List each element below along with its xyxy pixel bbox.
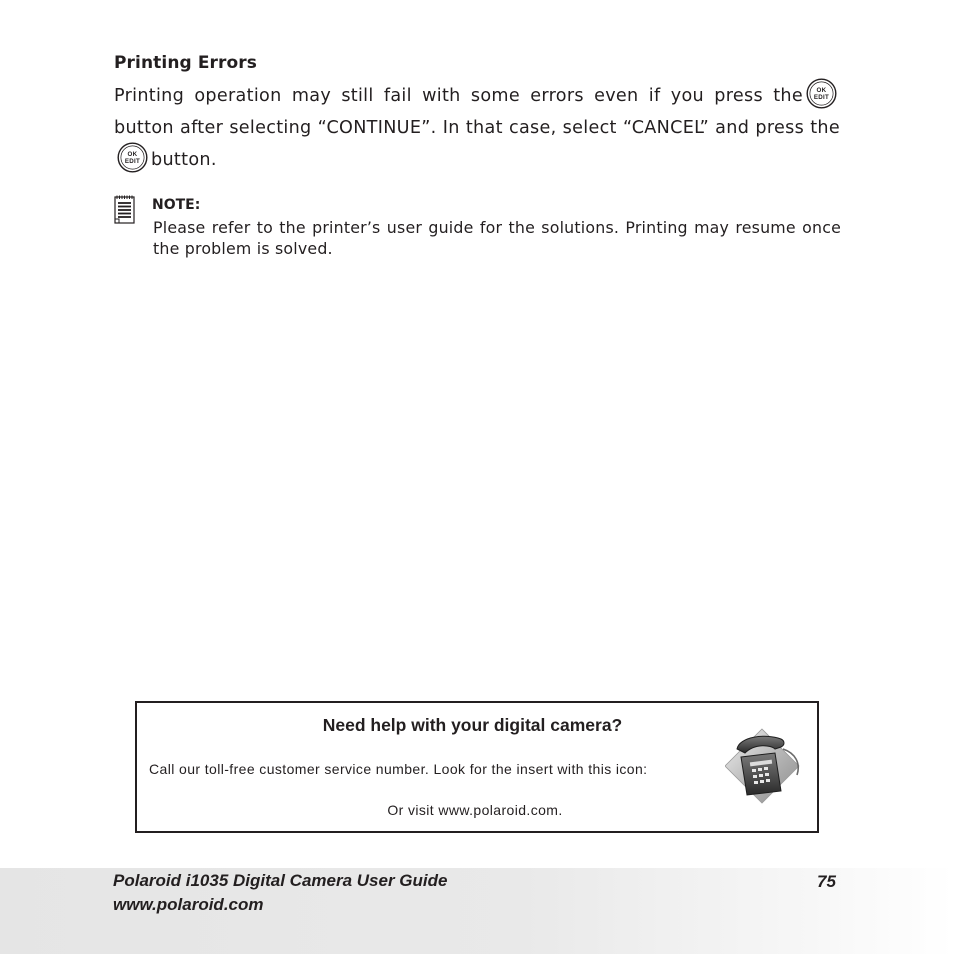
help-title: Need help with your digital camera? — [322, 715, 623, 735]
footer-url: www.polaroid.com — [113, 895, 264, 914]
edit-label: EDIT — [813, 93, 830, 101]
printing-errors-paragraph — [114, 80, 840, 176]
telephone-icon — [725, 727, 809, 809]
edit-label: EDIT — [124, 157, 141, 165]
section-heading: Printing Errors — [114, 53, 257, 73]
page-number: 75 — [817, 872, 836, 891]
page-footer — [0, 868, 954, 954]
ok-edit-button-icon — [806, 78, 837, 109]
paragraph-text-3: button. — [151, 150, 217, 170]
footer-title: Polaroid i1035 Digital Camera User Guide — [113, 871, 448, 890]
help-box — [135, 701, 819, 833]
ok-label: OK — [127, 150, 138, 158]
paragraph-text-2: button after selecting “CONTINUE”. In that case, select “CANCEL” and press the — [114, 118, 840, 138]
help-website-text: Or visit www.polaroid.com. — [387, 802, 563, 818]
note-text: Please refer to the printer’s user guide for the solutions. Printing may resume once the problem is solved. — [153, 218, 841, 258]
note-label: NOTE: — [152, 197, 201, 213]
ok-edit-button-icon — [117, 142, 148, 173]
notepad-icon — [114, 195, 136, 229]
paragraph-text-1: Printing operation may still fail with some errors even if you press the — [114, 86, 803, 106]
help-text: Call our toll-free customer service number. Look for the insert with this icon: — [149, 761, 648, 777]
ok-label: OK — [816, 86, 827, 94]
